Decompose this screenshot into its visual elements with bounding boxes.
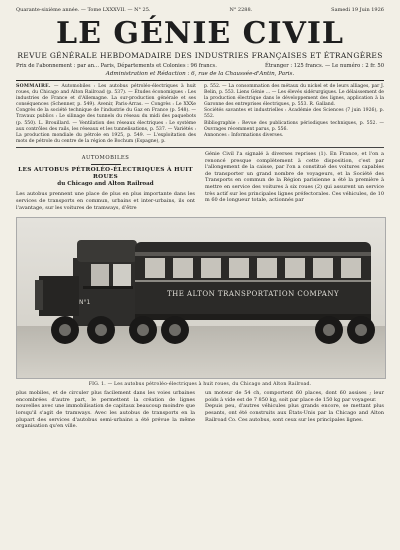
summary-rule [16,147,384,148]
summary-col-1 [16,84,196,145]
figure-caption: FIG. 1. — Les autobus pétroléo-électriques à huit roues, du Chicago and Alton Railroad. [88,382,312,388]
bus-hood [39,276,79,316]
article-title: LES AUTOBUS PÉTROLÉO-ÉLECTRIQUES À HUIT ROUES [18,166,193,180]
prices-foreign: Étranger : 125 francs. — Le numéro : 2 fr. 50 [265,63,384,69]
article-subtitle: du Chicago and Alton Railroad [57,181,154,188]
article-col-1 [16,151,195,211]
bottom-col-2: un moteur de 54 ch, comportent 60 places, dont 60 assises ; leur poids à vide est de 7 850 kg, soit par place de 150 kg par voyageur. Depuis peu, d'autres véhicules plus grands encore, se mettant plus pesants, ont été construits aux États-Unis par la Chicago and Alton Railroad Co. Ces autobus, sont ceux sur les principales lignes. [205,390,384,423]
bus-lettering: THE ALTON TRANSPORTATION COMPANY [166,290,340,299]
bottom-col-1: plus mobiles, et de circuler plus facilement dans les voies urbaines encombrées d'autre part, le permettent la création de lignes nouvelles avec une immobilisation de capitaux beaucoup moindre que lorsqu'il s'agit de tramways. Avec les autobus de transports en la plupart des services d'autobus semi-urbains a été prévue la même organisation qu'en ville. [16,390,195,430]
subscription-prices [16,63,384,70]
bus-number: N°1 [79,299,91,307]
edition-info: Quarante-sixième année. — Tome LXXXVII. — N° 25. [16,7,151,13]
prices-domestic: Prix de l'abonnement : par an... Paris, Départements et Colonies : 96 francs. [16,63,217,69]
bus-photograph [16,217,386,379]
masthead-title: LE GÉNIE CIVIL [56,16,344,51]
article-col-2: Génie Civil l'a signalé à diverses reprises (1). En France, et l'on a renoncé presque complètement à cette disposition, c'est par l'allongement de la caisse, par l'on a constitué des voitures capables de transporter un grand nombre de voyageurs, et la Société des Transports en commun de la Région parisienne a été la première à mettre en service des voitures à six roues (2) qui assurent un service très actif sur les principales lignes préfectorales. Ces véhicules, de 10 m 60 de longueur totale, actionnés par [205,150,384,204]
issue-date: Samedi 19 Juin 1926 [331,7,384,13]
section-rule [91,164,121,165]
article-text-1: Les autobus prennent une place de plus en plus importante dans les services de transports en commun, urbains et inter-urbains, ils ont l'avantage, sur les voitures de tramways, d'être [16,191,195,211]
bus-illustration [17,218,385,378]
masthead-subtitle: REVUE GÉNÉRALE HEBDOMADAIRE DES INDUSTRIES FRANÇAISES ET ÉTRANGÈRES [17,51,383,60]
administration-address: Administration et Rédaction : 6, rue de la Chaussée-d'Antin, Paris. [105,71,295,77]
summary-block [16,84,384,145]
edition-line [16,7,384,14]
summary-lead: SOMMAIRE. [16,84,51,89]
issue-number: N° 2288. [229,7,253,13]
summary-col-2: p. 552. — La consommation des métaux du nickel et de leurs alliages, par J. Belin, p. 553. Liens Génie ... — Les élevés sidérurgiques. Le délaissement de la production électrique dans le développement des lignes, application à la Garonne des entreprises électriques, p. 553. R. Galland. Sociétés savantes et industrielles : Académie des Sciences (7 juin 1926), p. 552. Bibliographie : Revue des publications périodiques techniques, p. 552. — Ouvrages récemment parus, p. 556. Annonces : Informations diverses. [204,84,384,138]
header-rule [16,80,384,81]
article-columns [16,151,384,211]
section-label: AUTOMOBILES [81,154,130,161]
bottom-columns [16,390,384,430]
summary-text-1: — Automobiles : Les autobus pétroléo-électriques à huit roues, du Chicago and Alton Railroad (p. 537). — Études économiques : Les industries de France et d'Allemagne. La sur-production générale et ses conséquences (Schenner, p. 549). Avenir, Paris-Arras. — Congrès : Le XXXe Congrès de la société technique de l'industrie du Gaz en France (p. 548). — Travaux publics : Le silinage des tunnels du réseau du midi des paquebots (p. 550). L. Brouillard. — Ventilation des réseaux électriques : Le système aux contrôles des rails, les réseaux et les tunnelisations, p. 537. — Variétés : La production mondiale du pétrole en 1925, p. 549. — L'exploitation des mots de pétrole du centre de la région de Bochum (Espagne), p. [16,84,196,144]
